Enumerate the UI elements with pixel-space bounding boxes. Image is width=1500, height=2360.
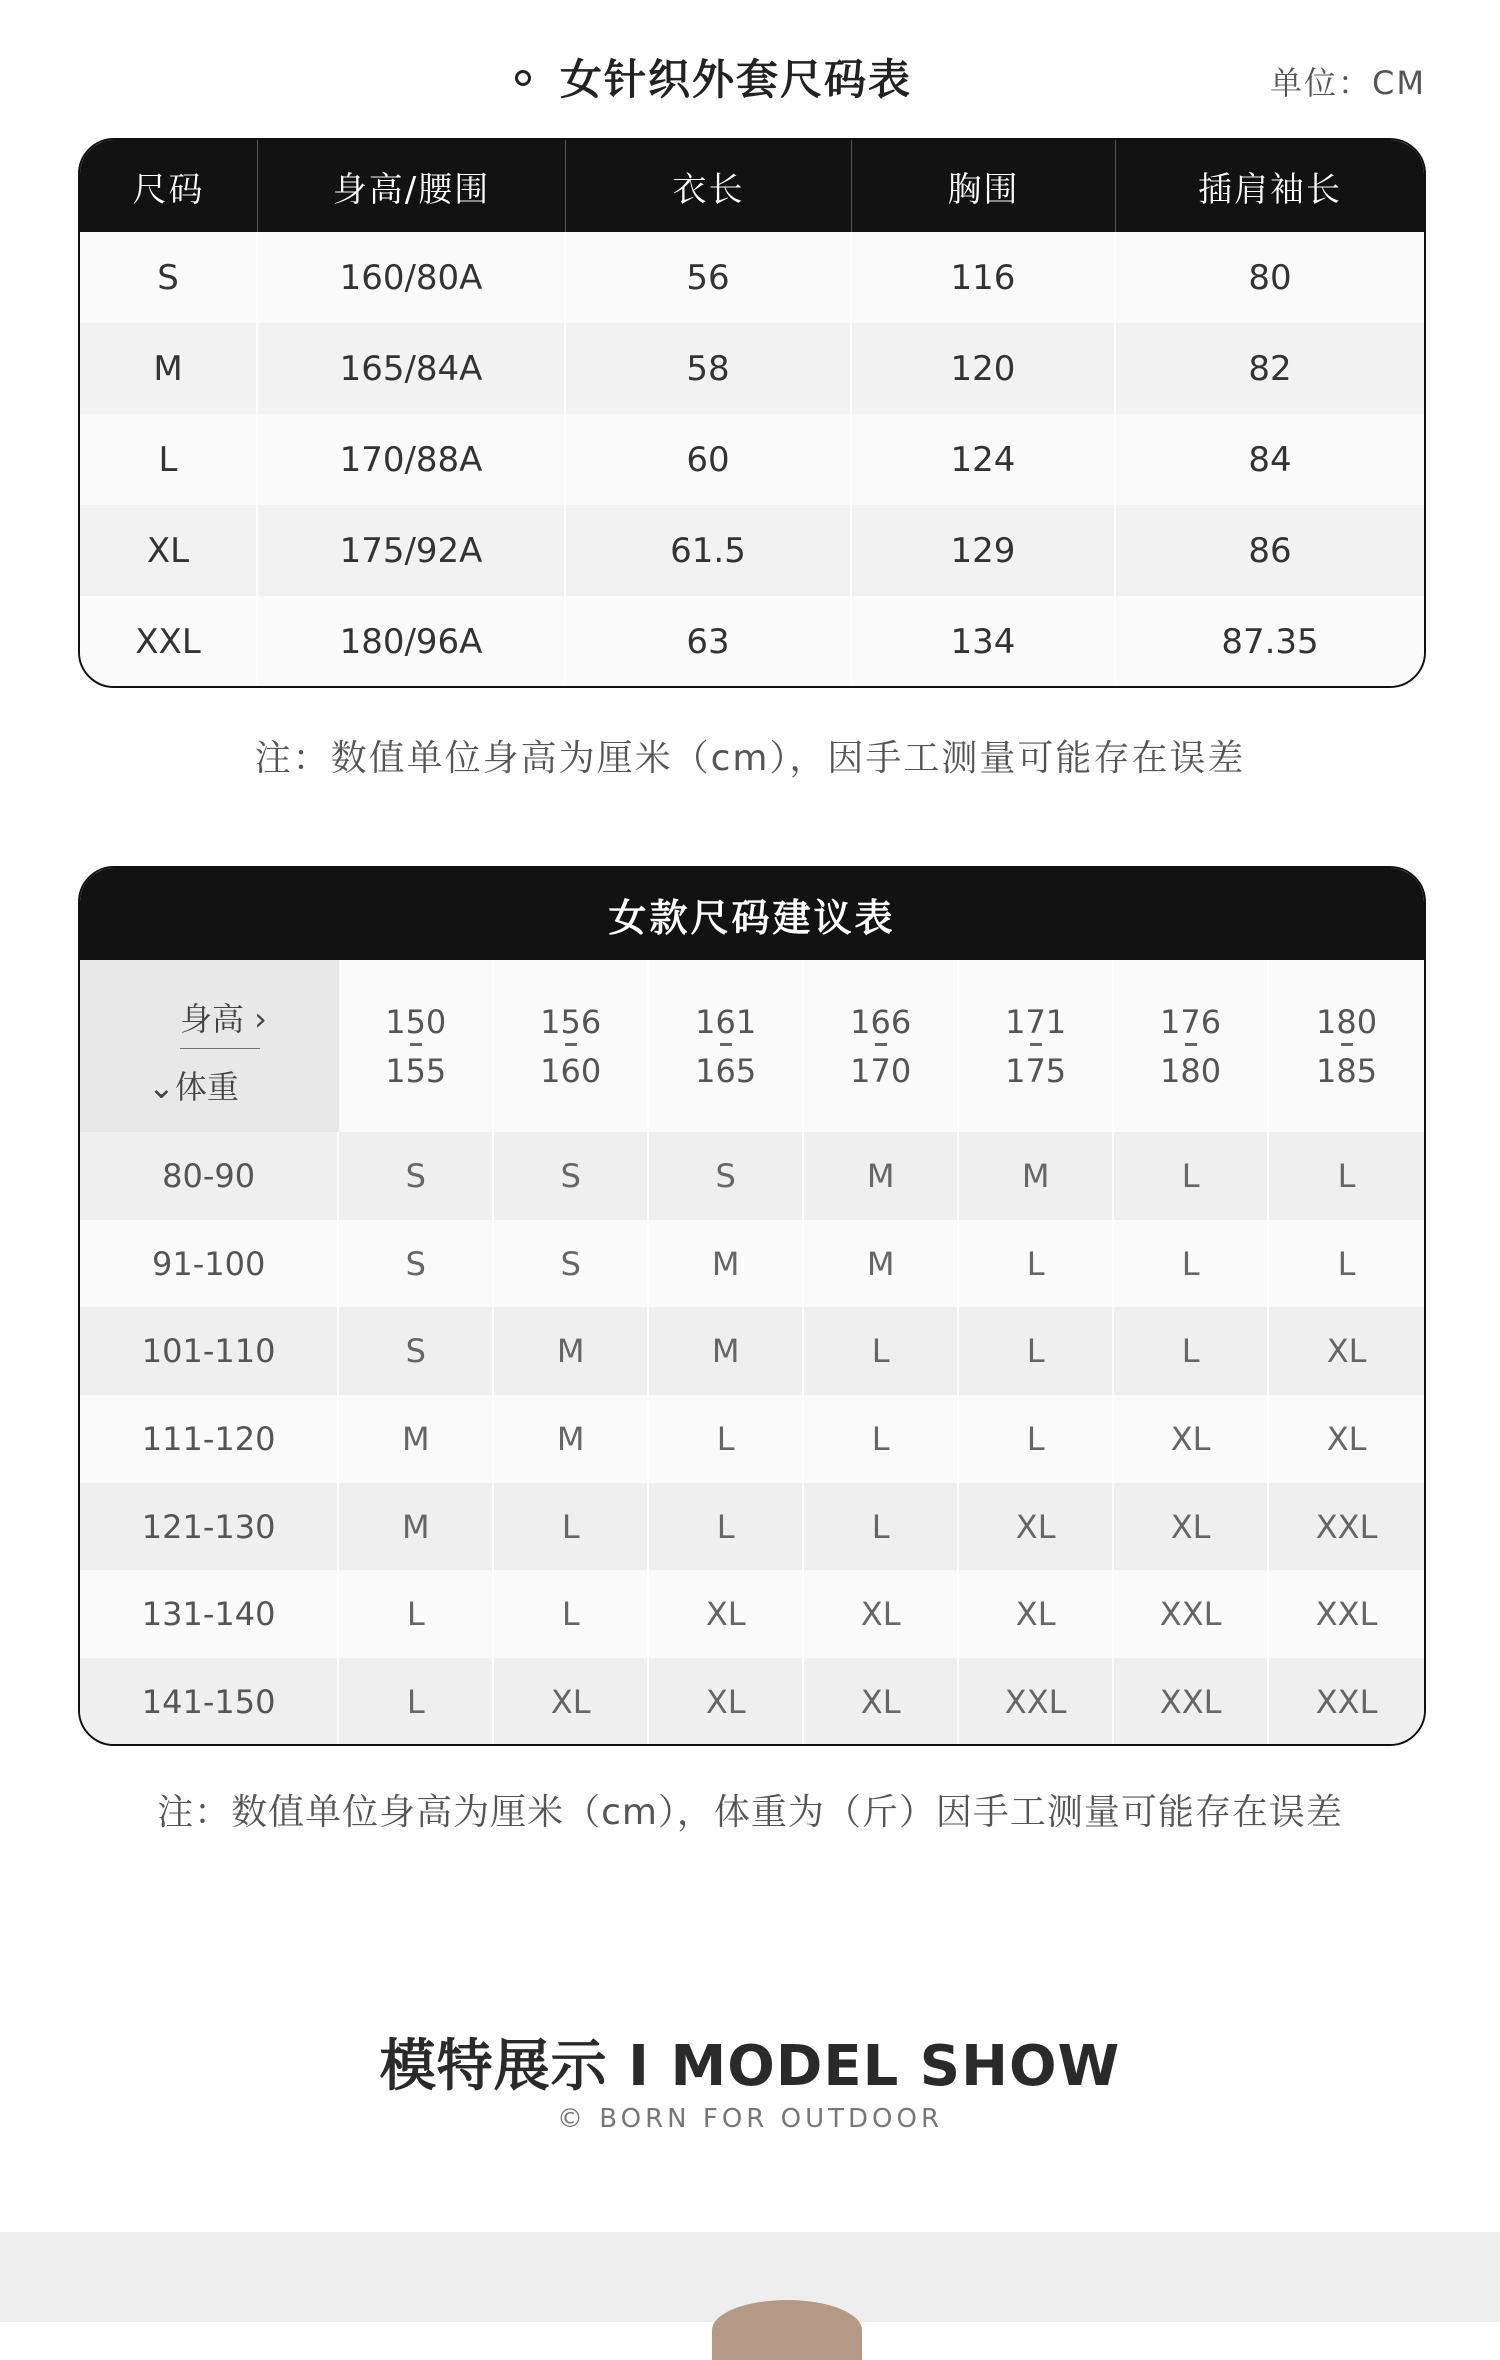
- size-cell: XL: [494, 1658, 649, 1746]
- unit-label: 单位：CM: [1270, 64, 1426, 102]
- table-cell: 60: [566, 414, 852, 505]
- height-range-cell: [959, 960, 1114, 1132]
- table-cell: 87.35: [1221, 621, 1319, 662]
- size-cell: M: [339, 1395, 494, 1483]
- size-cell: XL: [804, 1658, 959, 1746]
- size-cell: L: [339, 1658, 494, 1746]
- table-cell: 175/92A: [258, 505, 566, 596]
- table-cell: 63: [566, 596, 852, 687]
- table-row: [80, 1307, 1424, 1395]
- size-cell: S: [494, 1132, 649, 1220]
- size-table-note: 注：数值单位身高为厘米（cm），因手工测量可能存在误差: [254, 738, 1246, 779]
- table-row: [80, 414, 1424, 505]
- weight-label: ⌄体重: [148, 1068, 239, 1106]
- height-min: 166: [850, 1002, 912, 1041]
- table-row: [80, 232, 1424, 323]
- size-cell: L: [959, 1220, 1114, 1308]
- dash-divider: [720, 1043, 732, 1046]
- size-cell: L: [959, 1307, 1114, 1395]
- weight-cell: 121-130: [80, 1483, 339, 1571]
- height-max: 180: [1160, 1051, 1222, 1090]
- size-cell: XL: [649, 1658, 804, 1746]
- size-cell: M: [494, 1307, 649, 1395]
- table-cell: 116: [852, 232, 1116, 323]
- size-cell: L: [1114, 1132, 1269, 1220]
- size-table-title: 女针织外套尺码表: [560, 55, 913, 104]
- size-cell: XL: [959, 1570, 1114, 1658]
- height-label: 身高 ›: [180, 1000, 267, 1038]
- weight-cell: 101-110: [80, 1307, 339, 1395]
- model-head-image: [712, 2300, 862, 2360]
- table-cell: 170/88A: [258, 414, 566, 505]
- table-cell: XL: [80, 505, 258, 596]
- model-show-subtitle: © BORN FOR OUTDOOR: [556, 2104, 944, 2134]
- height-max: 170: [850, 1051, 912, 1090]
- dash-divider: [875, 1043, 887, 1046]
- height-max: 175: [1005, 1051, 1067, 1090]
- table-cell: 124: [852, 414, 1116, 505]
- size-cell: L: [1114, 1220, 1269, 1308]
- dash-divider: [1185, 1043, 1197, 1046]
- height-range-cell: [1269, 960, 1424, 1132]
- header-cell: 胸围: [852, 140, 1116, 232]
- size-cell: L: [804, 1395, 959, 1483]
- size-cell: XXL: [1114, 1658, 1269, 1746]
- height-max: 160: [540, 1051, 602, 1090]
- table-row: [80, 1570, 1424, 1658]
- size-cell: L: [1337, 1156, 1356, 1195]
- table-cell: 80: [1248, 257, 1292, 298]
- height-min: 150: [385, 1002, 447, 1041]
- table-cell: 180/96A: [258, 596, 566, 687]
- size-cell: M: [959, 1132, 1114, 1220]
- weight-cell: 111-120: [80, 1395, 339, 1483]
- size-cell: L: [494, 1483, 649, 1571]
- size-cell: S: [339, 1307, 494, 1395]
- height-max: 165: [695, 1051, 757, 1090]
- size-cell: XL: [1326, 1419, 1367, 1458]
- table-row: [80, 1132, 1424, 1220]
- table-cell: 58: [566, 323, 852, 414]
- height-header-row: [80, 960, 1424, 1132]
- table-row: [80, 1395, 1424, 1483]
- size-cell: XL: [1114, 1395, 1269, 1483]
- dash-divider: [1341, 1043, 1353, 1046]
- size-cell: XL: [1114, 1483, 1269, 1571]
- table-cell: M: [80, 323, 258, 414]
- size-cell: M: [339, 1483, 494, 1571]
- table-row: [80, 505, 1424, 596]
- size-chart-table: [78, 138, 1426, 688]
- size-cell: S: [339, 1132, 494, 1220]
- table-cell: 120: [852, 323, 1116, 414]
- weight-cell: 80-90: [80, 1132, 339, 1220]
- height-min: 180: [1316, 1002, 1378, 1041]
- size-cell: XL: [804, 1570, 959, 1658]
- divider: [180, 1048, 260, 1049]
- table-cell: 165/84A: [258, 323, 566, 414]
- size-cell: M: [649, 1220, 804, 1308]
- size-chart-header-row: [80, 140, 1424, 232]
- height-min: 171: [1005, 1002, 1067, 1041]
- weight-cell: 91-100: [80, 1220, 339, 1308]
- size-cell: L: [959, 1395, 1114, 1483]
- table-row: [80, 1483, 1424, 1571]
- table-cell: L: [80, 414, 258, 505]
- size-cell: S: [494, 1220, 649, 1308]
- height-range-cell: [339, 960, 494, 1132]
- size-cell: XXL: [1114, 1570, 1269, 1658]
- height-range-cell: [804, 960, 959, 1132]
- height-range-cell: [649, 960, 804, 1132]
- height-range-cell: [494, 960, 649, 1132]
- size-cell: XXL: [1315, 1507, 1378, 1546]
- dash-divider: [410, 1043, 422, 1046]
- size-cell: M: [804, 1220, 959, 1308]
- size-cell: L: [1114, 1307, 1269, 1395]
- height-max: 185: [1316, 1051, 1378, 1090]
- size-cell: L: [804, 1307, 959, 1395]
- size-cell: L: [494, 1570, 649, 1658]
- table-cell: S: [80, 232, 258, 323]
- model-show-title: 模特展示 I MODEL SHOW: [379, 2034, 1121, 2099]
- header-cell: 尺码: [80, 140, 258, 232]
- size-cell: XL: [649, 1570, 804, 1658]
- size-cell: L: [804, 1483, 959, 1571]
- header-cell: 身高/腰围: [258, 140, 566, 232]
- suggestion-table-title: 女款尺码建议表: [80, 868, 1424, 960]
- height-min: 156: [540, 1002, 602, 1041]
- suggestion-table-note: 注：数值单位身高为厘米（cm），体重为（斤）因手工测量可能存在误差: [157, 1792, 1343, 1833]
- size-cell: XXL: [1315, 1595, 1378, 1634]
- size-table-title-row: [0, 50, 1500, 110]
- height-min: 176: [1160, 1002, 1222, 1041]
- size-cell: XL: [959, 1483, 1114, 1571]
- circle-bullet-icon: [515, 70, 531, 86]
- size-cell: S: [649, 1132, 804, 1220]
- size-cell: L: [1337, 1244, 1356, 1283]
- table-row: [80, 1658, 1424, 1746]
- size-cell: S: [339, 1220, 494, 1308]
- weight-cell: 131-140: [80, 1570, 339, 1658]
- header-cell: 插肩袖长: [1198, 169, 1342, 210]
- table-row: [80, 596, 1424, 687]
- table-cell: 82: [1248, 348, 1292, 389]
- size-cell: M: [804, 1132, 959, 1220]
- corner-header-cell: [80, 960, 339, 1132]
- height-min: 161: [695, 1002, 757, 1041]
- table-cell: 61.5: [566, 505, 852, 596]
- table-cell: XXL: [80, 596, 258, 687]
- table-cell: 56: [566, 232, 852, 323]
- size-cell: XXL: [959, 1658, 1114, 1746]
- header-cell: 衣长: [566, 140, 852, 232]
- table-cell: 134: [852, 596, 1116, 687]
- size-cell: XXL: [1315, 1682, 1378, 1721]
- table-row: [80, 1220, 1424, 1308]
- table-cell: 86: [1248, 530, 1292, 571]
- table-row: [80, 323, 1424, 414]
- dash-divider: [565, 1043, 577, 1046]
- table-cell: 129: [852, 505, 1116, 596]
- size-suggestion-table: [78, 866, 1426, 1746]
- size-cell: L: [649, 1483, 804, 1571]
- size-cell: M: [494, 1395, 649, 1483]
- height-max: 155: [385, 1051, 447, 1090]
- table-cell: 160/80A: [258, 232, 566, 323]
- size-cell: M: [649, 1307, 804, 1395]
- weight-cell: 141-150: [80, 1658, 339, 1746]
- height-range-cell: [1114, 960, 1269, 1132]
- size-cell: L: [339, 1570, 494, 1658]
- size-cell: L: [649, 1395, 804, 1483]
- dash-divider: [1030, 1043, 1042, 1046]
- size-cell: XL: [1326, 1332, 1367, 1371]
- table-cell: 84: [1248, 439, 1292, 480]
